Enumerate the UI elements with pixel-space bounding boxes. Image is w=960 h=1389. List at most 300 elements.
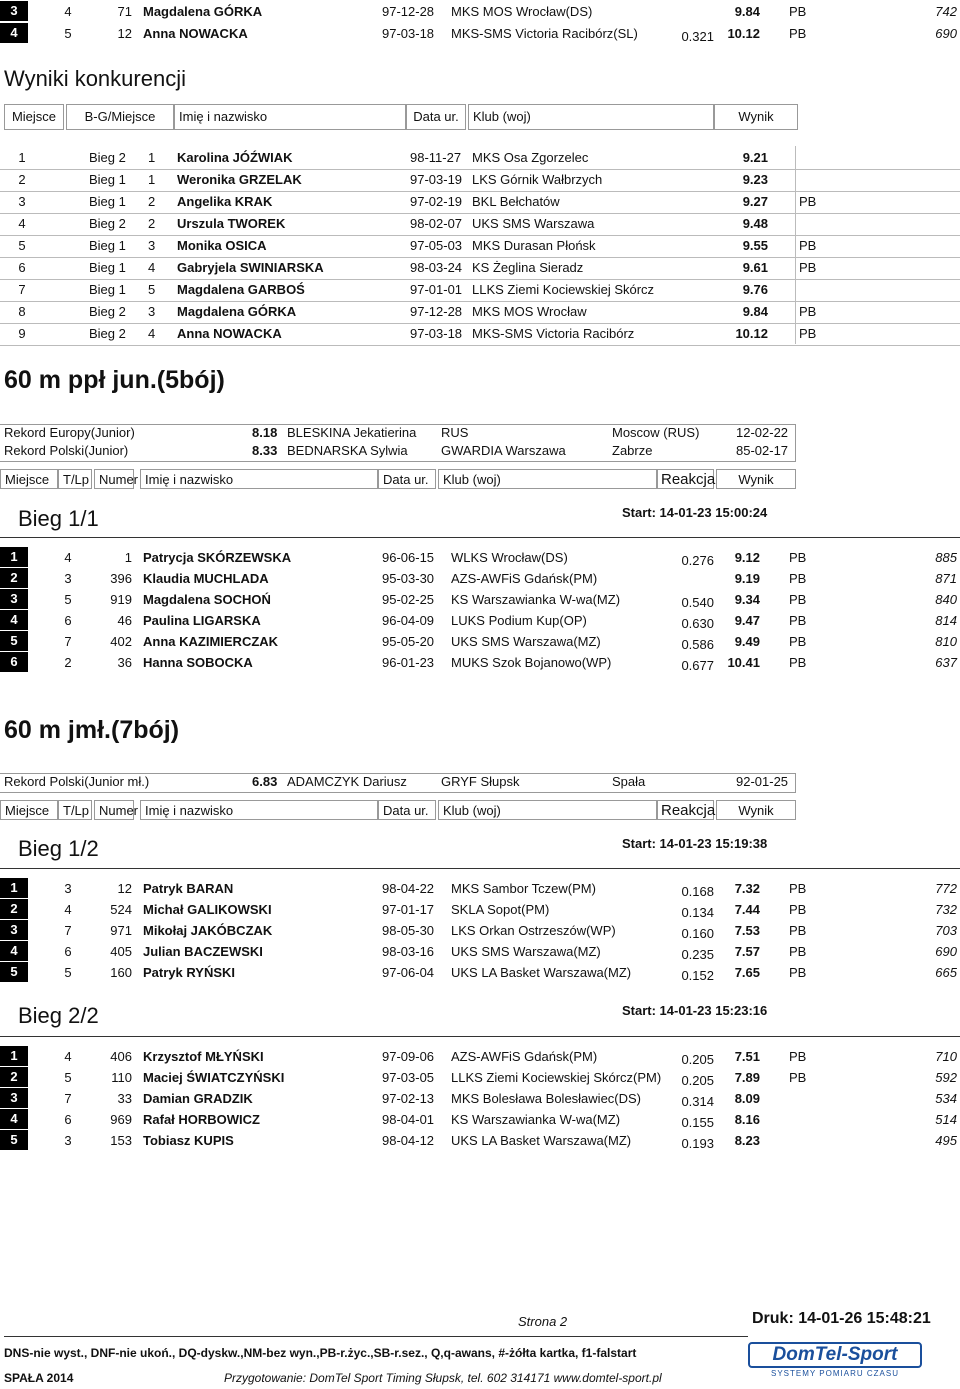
bib-number: 12 bbox=[117, 26, 132, 41]
position-badge: 5 bbox=[0, 1130, 28, 1150]
section-title: Wyniki konkurencji bbox=[4, 66, 186, 91]
event-title: 60 m jmł.(7bój) bbox=[4, 716, 180, 744]
points: 665 bbox=[935, 965, 957, 980]
comp-dob: 97-02-19 bbox=[410, 194, 463, 209]
heat-start: Start: 14-01-23 15:19:38 bbox=[622, 836, 768, 851]
club-name: WLKS Wrocław(DS) bbox=[451, 550, 568, 565]
club-name: UKS LA Basket Warszawa(MZ) bbox=[451, 965, 632, 980]
points: 592 bbox=[935, 1070, 957, 1085]
athlete-name: Klaudia MUCHLADA bbox=[143, 571, 269, 586]
pb-flag: PB bbox=[789, 881, 807, 896]
divider bbox=[0, 868, 960, 869]
reaction-time: 0.155 bbox=[681, 1115, 714, 1130]
bib-number: 110 bbox=[111, 1070, 132, 1085]
birth-date: 97-06-04 bbox=[382, 965, 435, 980]
pb-flag: PB bbox=[789, 902, 807, 917]
record-holder: BEDNARSKA Sylwia bbox=[287, 443, 408, 458]
comp-dob: 97-03-18 bbox=[410, 326, 463, 341]
comp-pb: PB bbox=[799, 260, 817, 275]
birth-date: 98-04-22 bbox=[382, 881, 435, 896]
comp-dob: 97-01-01 bbox=[410, 282, 463, 297]
comp-header-place: Miejsce bbox=[4, 104, 64, 130]
comp-club: MKS MOS Wrocław bbox=[472, 304, 587, 319]
club-name: LUKS Podium Kup(OP) bbox=[451, 613, 587, 628]
result-time: 9.49 bbox=[734, 634, 760, 649]
header-reaction: Reakcja bbox=[656, 800, 714, 820]
comp-heat: Bieg 2 bbox=[89, 216, 126, 231]
logo-tagline: SYSTEMY POMIARU CZASU bbox=[771, 1369, 899, 1378]
athlete-name: Hanna SOBOCKA bbox=[143, 655, 253, 670]
result-row bbox=[0, 652, 960, 674]
club-name: KS Warszawianka W-wa(MZ) bbox=[451, 1112, 621, 1127]
birth-date: 96-04-09 bbox=[382, 613, 435, 628]
athlete-name: Patryk RYŃSKI bbox=[143, 965, 235, 980]
athlete-name: Maciej ŚWIATCZYŃSKI bbox=[143, 1070, 285, 1085]
points: 703 bbox=[935, 923, 957, 938]
pb-flag: PB bbox=[789, 634, 807, 649]
result-row bbox=[0, 1109, 960, 1131]
comp-pb: PB bbox=[799, 304, 817, 319]
position-badge: 1 bbox=[0, 547, 28, 567]
club-name: UKS SMS Warszawa(MZ) bbox=[451, 634, 601, 649]
position-badge: 4 bbox=[0, 610, 28, 630]
footer-rule bbox=[4, 1336, 748, 1337]
comp-result: 9.27 bbox=[742, 194, 768, 209]
athlete-name: Magdalena SOCHOŃ bbox=[143, 592, 271, 607]
event-title: 60 m ppł jun.(5bój) bbox=[4, 366, 225, 394]
reaction-time: 0.276 bbox=[681, 553, 714, 568]
comp-result-row bbox=[0, 257, 960, 280]
lane-number: 4 bbox=[64, 4, 72, 19]
comp-heat-place: 1 bbox=[148, 172, 156, 187]
comp-dob: 97-12-28 bbox=[410, 304, 463, 319]
record-label: Rekord Europy(Junior) bbox=[4, 425, 135, 440]
birth-date: 98-04-12 bbox=[382, 1133, 435, 1148]
result-row bbox=[0, 1130, 960, 1152]
lane-number: 7 bbox=[64, 634, 72, 649]
position-badge: 2 bbox=[0, 568, 28, 588]
comp-place: 5 bbox=[18, 238, 26, 253]
result-row bbox=[0, 610, 960, 632]
comp-place: 9 bbox=[18, 326, 26, 341]
club-name: UKS LA Basket Warszawa(MZ) bbox=[451, 1133, 632, 1148]
comp-heat: Bieg 1 bbox=[89, 260, 126, 275]
lane-number: 5 bbox=[64, 1070, 72, 1085]
position-badge: 3 bbox=[0, 1088, 28, 1108]
comp-dob: 98-02-07 bbox=[410, 216, 463, 231]
pb-flag: PB bbox=[789, 944, 807, 959]
lane-number: 6 bbox=[64, 944, 72, 959]
header-dob: Data ur. bbox=[378, 800, 436, 820]
lane-number: 4 bbox=[64, 1049, 72, 1064]
birth-date: 96-01-23 bbox=[382, 655, 435, 670]
pb-flag: PB bbox=[789, 26, 807, 41]
birth-date: 97-02-13 bbox=[382, 1091, 435, 1106]
record-date: 85-02-17 bbox=[736, 443, 789, 458]
result-time: 7.32 bbox=[734, 881, 760, 896]
athlete-name: Anna KAZIMIERCZAK bbox=[143, 634, 279, 649]
comp-heat: Bieg 1 bbox=[89, 172, 126, 187]
club-name: KS Warszawianka W-wa(MZ) bbox=[451, 592, 621, 607]
header-reaction: Reakcja bbox=[656, 469, 714, 489]
record-label: Rekord Polski(Junior) bbox=[4, 443, 129, 458]
print-timestamp: Druk: 14-01-26 15:48:21 bbox=[752, 1310, 931, 1327]
comp-result: 9.84 bbox=[742, 304, 768, 319]
pb-flag: PB bbox=[789, 592, 807, 607]
comp-heat: Bieg 2 bbox=[89, 150, 126, 165]
comp-pb: PB bbox=[799, 326, 817, 341]
athlete-name: Mikołaj JAKÓBCZAK bbox=[143, 923, 273, 938]
result-time: 7.89 bbox=[734, 1070, 760, 1085]
comp-result: 9.61 bbox=[742, 260, 768, 275]
comp-dob: 98-11-27 bbox=[410, 150, 462, 165]
result-time: 9.12 bbox=[734, 550, 760, 565]
bib-number: 969 bbox=[110, 1112, 132, 1127]
header-result: Wynik bbox=[716, 800, 796, 820]
header-place: Miejsce bbox=[0, 469, 58, 489]
athlete-name: Damian GRADZIK bbox=[143, 1091, 253, 1106]
position-badge: 3 bbox=[0, 920, 28, 940]
athlete-name: Anna NOWACKA bbox=[143, 26, 248, 41]
heat-start: Start: 14-01-23 15:00:24 bbox=[622, 505, 768, 520]
comp-place: 6 bbox=[18, 260, 26, 275]
lane-number: 3 bbox=[64, 1133, 72, 1148]
lane-number: 2 bbox=[64, 655, 72, 670]
club-name: MKS MOS Wrocław(DS) bbox=[451, 4, 593, 19]
club-name: MUKS Szok Bojanowo(WP) bbox=[451, 655, 612, 670]
comp-heat-place: 2 bbox=[148, 216, 156, 231]
comp-result-row bbox=[0, 191, 960, 214]
header-place: Miejsce bbox=[0, 800, 58, 820]
comp-dob: 97-03-19 bbox=[410, 172, 463, 187]
legend-text: DNS-nie wyst., DNF-nie ukoń., DQ-dyskw.,NM-bez wyn.,PB-r.życ.,SB-r.sez., Q,q-awans, #-żółta kartka, f1-falstart bbox=[4, 1346, 637, 1360]
record-place: Spała bbox=[612, 774, 646, 789]
bib-number: 406 bbox=[110, 1049, 132, 1064]
record-club: GRYF Słupsk bbox=[441, 774, 520, 789]
result-time: 10.41 bbox=[727, 655, 760, 670]
header-lane: T/Lp bbox=[58, 469, 92, 489]
lane-number: 3 bbox=[64, 881, 72, 896]
result-row bbox=[0, 899, 960, 921]
result-row bbox=[0, 1046, 960, 1068]
points: 495 bbox=[935, 1133, 957, 1148]
domtel-logo bbox=[748, 1342, 922, 1382]
comp-result: 9.23 bbox=[742, 172, 768, 187]
result-time: 8.16 bbox=[734, 1112, 760, 1127]
club-name: MKS Bolesława Bolesławiec(DS) bbox=[451, 1091, 642, 1106]
record-club: RUS bbox=[441, 425, 469, 440]
result-time: 9.47 bbox=[734, 613, 760, 628]
birth-date: 97-01-17 bbox=[382, 902, 435, 917]
bib-number: 971 bbox=[110, 923, 132, 938]
comp-place: 3 bbox=[18, 194, 26, 209]
club-name: LLKS Ziemi Kociewskiej Skórcz(PM) bbox=[451, 1070, 662, 1085]
heat-title: Bieg 1/1 bbox=[18, 506, 99, 531]
club-name: MKS Sambor Tczew(PM) bbox=[451, 881, 596, 896]
comp-pb: PB bbox=[799, 194, 817, 209]
comp-heat-place: 4 bbox=[148, 326, 156, 341]
lane-number: 4 bbox=[64, 902, 72, 917]
comp-place: 8 bbox=[18, 304, 26, 319]
lane-number: 7 bbox=[64, 923, 72, 938]
reaction-time: 0.321 bbox=[681, 29, 714, 44]
athlete-name: Michał GALIKOWSKI bbox=[143, 902, 272, 917]
result-row bbox=[0, 1088, 960, 1110]
lane-number: 6 bbox=[64, 1112, 72, 1127]
comp-header-result: Wynik bbox=[714, 104, 798, 130]
bib-number: 405 bbox=[110, 944, 132, 959]
comp-name: Magdalena GÓRKA bbox=[177, 304, 297, 319]
points: 732 bbox=[935, 902, 957, 917]
pb-flag: PB bbox=[789, 550, 807, 565]
heat-title: Bieg 1/2 bbox=[18, 836, 99, 861]
comp-heat: Bieg 2 bbox=[89, 326, 126, 341]
bib-number: 12 bbox=[117, 881, 132, 896]
result-row bbox=[0, 920, 960, 942]
header-name: Imię i nazwisko bbox=[140, 469, 378, 489]
divider bbox=[0, 537, 960, 538]
comp-place: 2 bbox=[18, 172, 26, 187]
lane-number: 5 bbox=[64, 26, 72, 41]
heat-start: Start: 14-01-23 15:23:16 bbox=[622, 1003, 768, 1018]
athlete-name: Patryk BARAN bbox=[143, 881, 234, 896]
bib-number: 36 bbox=[117, 655, 132, 670]
reaction-time: 0.314 bbox=[681, 1094, 714, 1109]
result-row bbox=[0, 547, 960, 569]
pb-flag: PB bbox=[789, 965, 807, 980]
points: 885 bbox=[935, 550, 957, 565]
reaction-time: 0.168 bbox=[681, 884, 714, 899]
header-name: Imię i nazwisko bbox=[140, 800, 378, 820]
points: 690 bbox=[935, 26, 957, 41]
reaction-time: 0.540 bbox=[681, 595, 714, 610]
header-result: Wynik bbox=[716, 469, 796, 489]
record-club: GWARDIA Warszawa bbox=[441, 443, 566, 458]
pb-flag: PB bbox=[789, 4, 807, 19]
comp-club: LKS Górnik Wałbrzych bbox=[472, 172, 603, 187]
reaction-time: 0.630 bbox=[681, 616, 714, 631]
header-club: Klub (woj) bbox=[438, 800, 658, 820]
lane-number: 3 bbox=[64, 571, 72, 586]
comp-name: Monika OSICA bbox=[177, 238, 267, 253]
comp-result-row bbox=[0, 169, 960, 192]
record-place: Zabrze bbox=[612, 443, 653, 458]
comp-heat: Bieg 2 bbox=[89, 304, 126, 319]
points: 814 bbox=[935, 613, 957, 628]
result-row bbox=[0, 962, 960, 984]
bib-number: 396 bbox=[110, 571, 132, 586]
result-time: 10.12 bbox=[727, 26, 760, 41]
prepared-by: Przygotowanie: DomTel Sport Timing Słupsk, tel. 602 314171 www.domtel-sport.pl bbox=[224, 1371, 662, 1385]
comp-name: Angelika KRAK bbox=[177, 194, 273, 209]
position-badge: 5 bbox=[0, 962, 28, 982]
comp-name: Magdalena GARBOŚ bbox=[177, 282, 305, 297]
header-number: Numer bbox=[94, 469, 134, 489]
comp-result-row bbox=[0, 213, 960, 236]
points: 637 bbox=[935, 655, 957, 670]
comp-name: Anna NOWACKA bbox=[177, 326, 282, 341]
bib-number: 160 bbox=[110, 965, 132, 980]
comp-heat: Bieg 1 bbox=[89, 194, 126, 209]
comp-heat: Bieg 1 bbox=[89, 238, 126, 253]
bib-number: 1 bbox=[124, 550, 132, 565]
comp-heat-place: 2 bbox=[148, 194, 156, 209]
points: 534 bbox=[935, 1091, 957, 1106]
position-badge: 6 bbox=[0, 652, 28, 672]
club-name: SKLA Sopot(PM) bbox=[451, 902, 550, 917]
points: 840 bbox=[935, 592, 957, 607]
athlete-name: Julian BACZEWSKI bbox=[143, 944, 263, 959]
club-name: MKS-SMS Victoria Racibórz(SL) bbox=[451, 26, 638, 41]
comp-name: Gabryjela SWINIARSKA bbox=[177, 260, 324, 275]
reaction-time: 0.134 bbox=[681, 905, 714, 920]
page-number: Strona 2 bbox=[518, 1314, 568, 1329]
position-badge: 1 bbox=[0, 878, 28, 898]
reaction-time: 0.586 bbox=[681, 637, 714, 652]
birth-date: 97-03-05 bbox=[382, 1070, 435, 1085]
comp-result: 9.55 bbox=[742, 238, 768, 253]
comp-result-row bbox=[0, 235, 960, 258]
club-name: UKS SMS Warszawa(MZ) bbox=[451, 944, 601, 959]
comp-club: MKS Durasan Płońsk bbox=[472, 238, 596, 253]
result-time: 9.19 bbox=[734, 571, 760, 586]
bib-number: 33 bbox=[117, 1091, 132, 1106]
lane-number: 6 bbox=[64, 613, 72, 628]
reaction-time: 0.235 bbox=[681, 947, 714, 962]
record-result: 8.33 bbox=[252, 443, 278, 458]
comp-dob: 98-03-24 bbox=[410, 260, 463, 275]
record-date: 12-02-22 bbox=[736, 425, 789, 440]
reaction-time: 0.205 bbox=[681, 1073, 714, 1088]
result-time: 7.53 bbox=[734, 923, 760, 938]
points: 742 bbox=[935, 4, 957, 19]
position-badge: 1 bbox=[0, 1046, 28, 1066]
birth-date: 96-06-15 bbox=[382, 550, 435, 565]
result-time: 7.51 bbox=[734, 1049, 760, 1064]
reaction-time: 0.160 bbox=[681, 926, 714, 941]
pb-flag: PB bbox=[789, 613, 807, 628]
record-result: 8.18 bbox=[252, 425, 278, 440]
comp-club: BKL Bełchatów bbox=[472, 194, 560, 209]
birth-date: 95-03-30 bbox=[382, 571, 435, 586]
birth-date: 97-12-28 bbox=[382, 4, 435, 19]
position-badge: 2 bbox=[0, 1067, 28, 1087]
points: 514 bbox=[935, 1112, 957, 1127]
points: 871 bbox=[935, 571, 957, 586]
points: 772 bbox=[935, 881, 957, 896]
comp-place: 4 bbox=[18, 216, 26, 231]
comp-result: 10.12 bbox=[735, 326, 768, 341]
birth-date: 97-09-06 bbox=[382, 1049, 435, 1064]
comp-result: 9.21 bbox=[742, 150, 768, 165]
comp-club: MKS Osa Zgorzelec bbox=[472, 150, 589, 165]
result-row bbox=[0, 941, 960, 963]
header-lane: T/Lp bbox=[58, 800, 92, 820]
birth-date: 95-02-25 bbox=[382, 592, 435, 607]
record-label: Rekord Polski(Junior mł.) bbox=[4, 774, 150, 789]
reaction-time: 0.677 bbox=[681, 658, 714, 673]
reaction-time: 0.205 bbox=[681, 1052, 714, 1067]
table-border bbox=[795, 146, 796, 344]
comp-place: 7 bbox=[18, 282, 26, 297]
comp-club: MKS-SMS Victoria Racibórz bbox=[472, 326, 635, 341]
comp-result-row bbox=[0, 301, 960, 324]
record-holder: BLESKINA Jekatierina bbox=[287, 425, 417, 440]
result-time: 7.44 bbox=[734, 902, 760, 917]
comp-name: Karolina JÓŹWIAK bbox=[177, 150, 293, 165]
comp-result-row bbox=[0, 323, 960, 346]
position-badge: 4 bbox=[0, 1109, 28, 1129]
position-badge: 4 bbox=[0, 23, 28, 43]
comp-club: UKS SMS Warszawa bbox=[472, 216, 595, 231]
bib-number: 71 bbox=[117, 4, 132, 19]
birth-date: 98-05-30 bbox=[382, 923, 435, 938]
bib-number: 46 bbox=[117, 613, 132, 628]
comp-result-row bbox=[0, 279, 960, 302]
athlete-name: Patrycja SKÓRZEWSKA bbox=[143, 550, 292, 565]
comp-heat: Bieg 1 bbox=[89, 282, 126, 297]
birth-date: 98-04-01 bbox=[382, 1112, 435, 1127]
divider bbox=[0, 1036, 960, 1037]
record-place: Moscow (RUS) bbox=[612, 425, 700, 440]
result-row bbox=[0, 1, 960, 23]
position-badge: 5 bbox=[0, 631, 28, 651]
birth-date: 98-03-16 bbox=[382, 944, 435, 959]
points: 690 bbox=[935, 944, 957, 959]
bib-number: 402 bbox=[110, 634, 132, 649]
lane-number: 5 bbox=[64, 592, 72, 607]
comp-name: Weronika GRZELAK bbox=[177, 172, 302, 187]
comp-header-bg: B-G/Miejsce bbox=[66, 104, 174, 130]
points: 810 bbox=[935, 634, 957, 649]
heat-title: Bieg 2/2 bbox=[18, 1003, 99, 1028]
club-name: AZS-AWFiS Gdańsk(PM) bbox=[451, 571, 598, 586]
header-club: Klub (woj) bbox=[438, 469, 658, 489]
header-dob: Data ur. bbox=[378, 469, 436, 489]
result-time: 8.09 bbox=[734, 1091, 760, 1106]
position-badge: 3 bbox=[0, 1, 28, 21]
header-number: Numer bbox=[94, 800, 134, 820]
comp-club: KS Żeglina Sieradz bbox=[472, 260, 584, 275]
result-time: 9.84 bbox=[734, 4, 760, 19]
club-name: AZS-AWFiS Gdańsk(PM) bbox=[451, 1049, 598, 1064]
event-name: SPAŁA 2014 bbox=[4, 1371, 74, 1385]
bib-number: 524 bbox=[110, 902, 132, 917]
result-time: 8.23 bbox=[734, 1133, 760, 1148]
reaction-time: 0.152 bbox=[681, 968, 714, 983]
result-row bbox=[0, 631, 960, 653]
points: 710 bbox=[935, 1049, 957, 1064]
position-badge: 3 bbox=[0, 589, 28, 609]
record-result: 6.83 bbox=[252, 774, 278, 789]
result-row bbox=[0, 23, 960, 45]
result-time: 7.57 bbox=[734, 944, 760, 959]
record-holder: ADAMCZYK Dariusz bbox=[287, 774, 407, 789]
birth-date: 97-03-18 bbox=[382, 26, 435, 41]
comp-dob: 97-05-03 bbox=[410, 238, 463, 253]
comp-name: Urszula TWOREK bbox=[177, 216, 286, 231]
comp-heat-place: 4 bbox=[148, 260, 156, 275]
result-time: 9.34 bbox=[734, 592, 760, 607]
bib-number: 153 bbox=[110, 1133, 132, 1148]
reaction-time: 0.193 bbox=[681, 1136, 714, 1151]
comp-heat-place: 5 bbox=[148, 282, 156, 297]
athlete-name: Magdalena GÓRKA bbox=[143, 4, 263, 19]
pb-flag: PB bbox=[789, 571, 807, 586]
result-row bbox=[0, 589, 960, 611]
result-row bbox=[0, 1067, 960, 1089]
comp-header-club: Klub (woj) bbox=[468, 104, 714, 130]
